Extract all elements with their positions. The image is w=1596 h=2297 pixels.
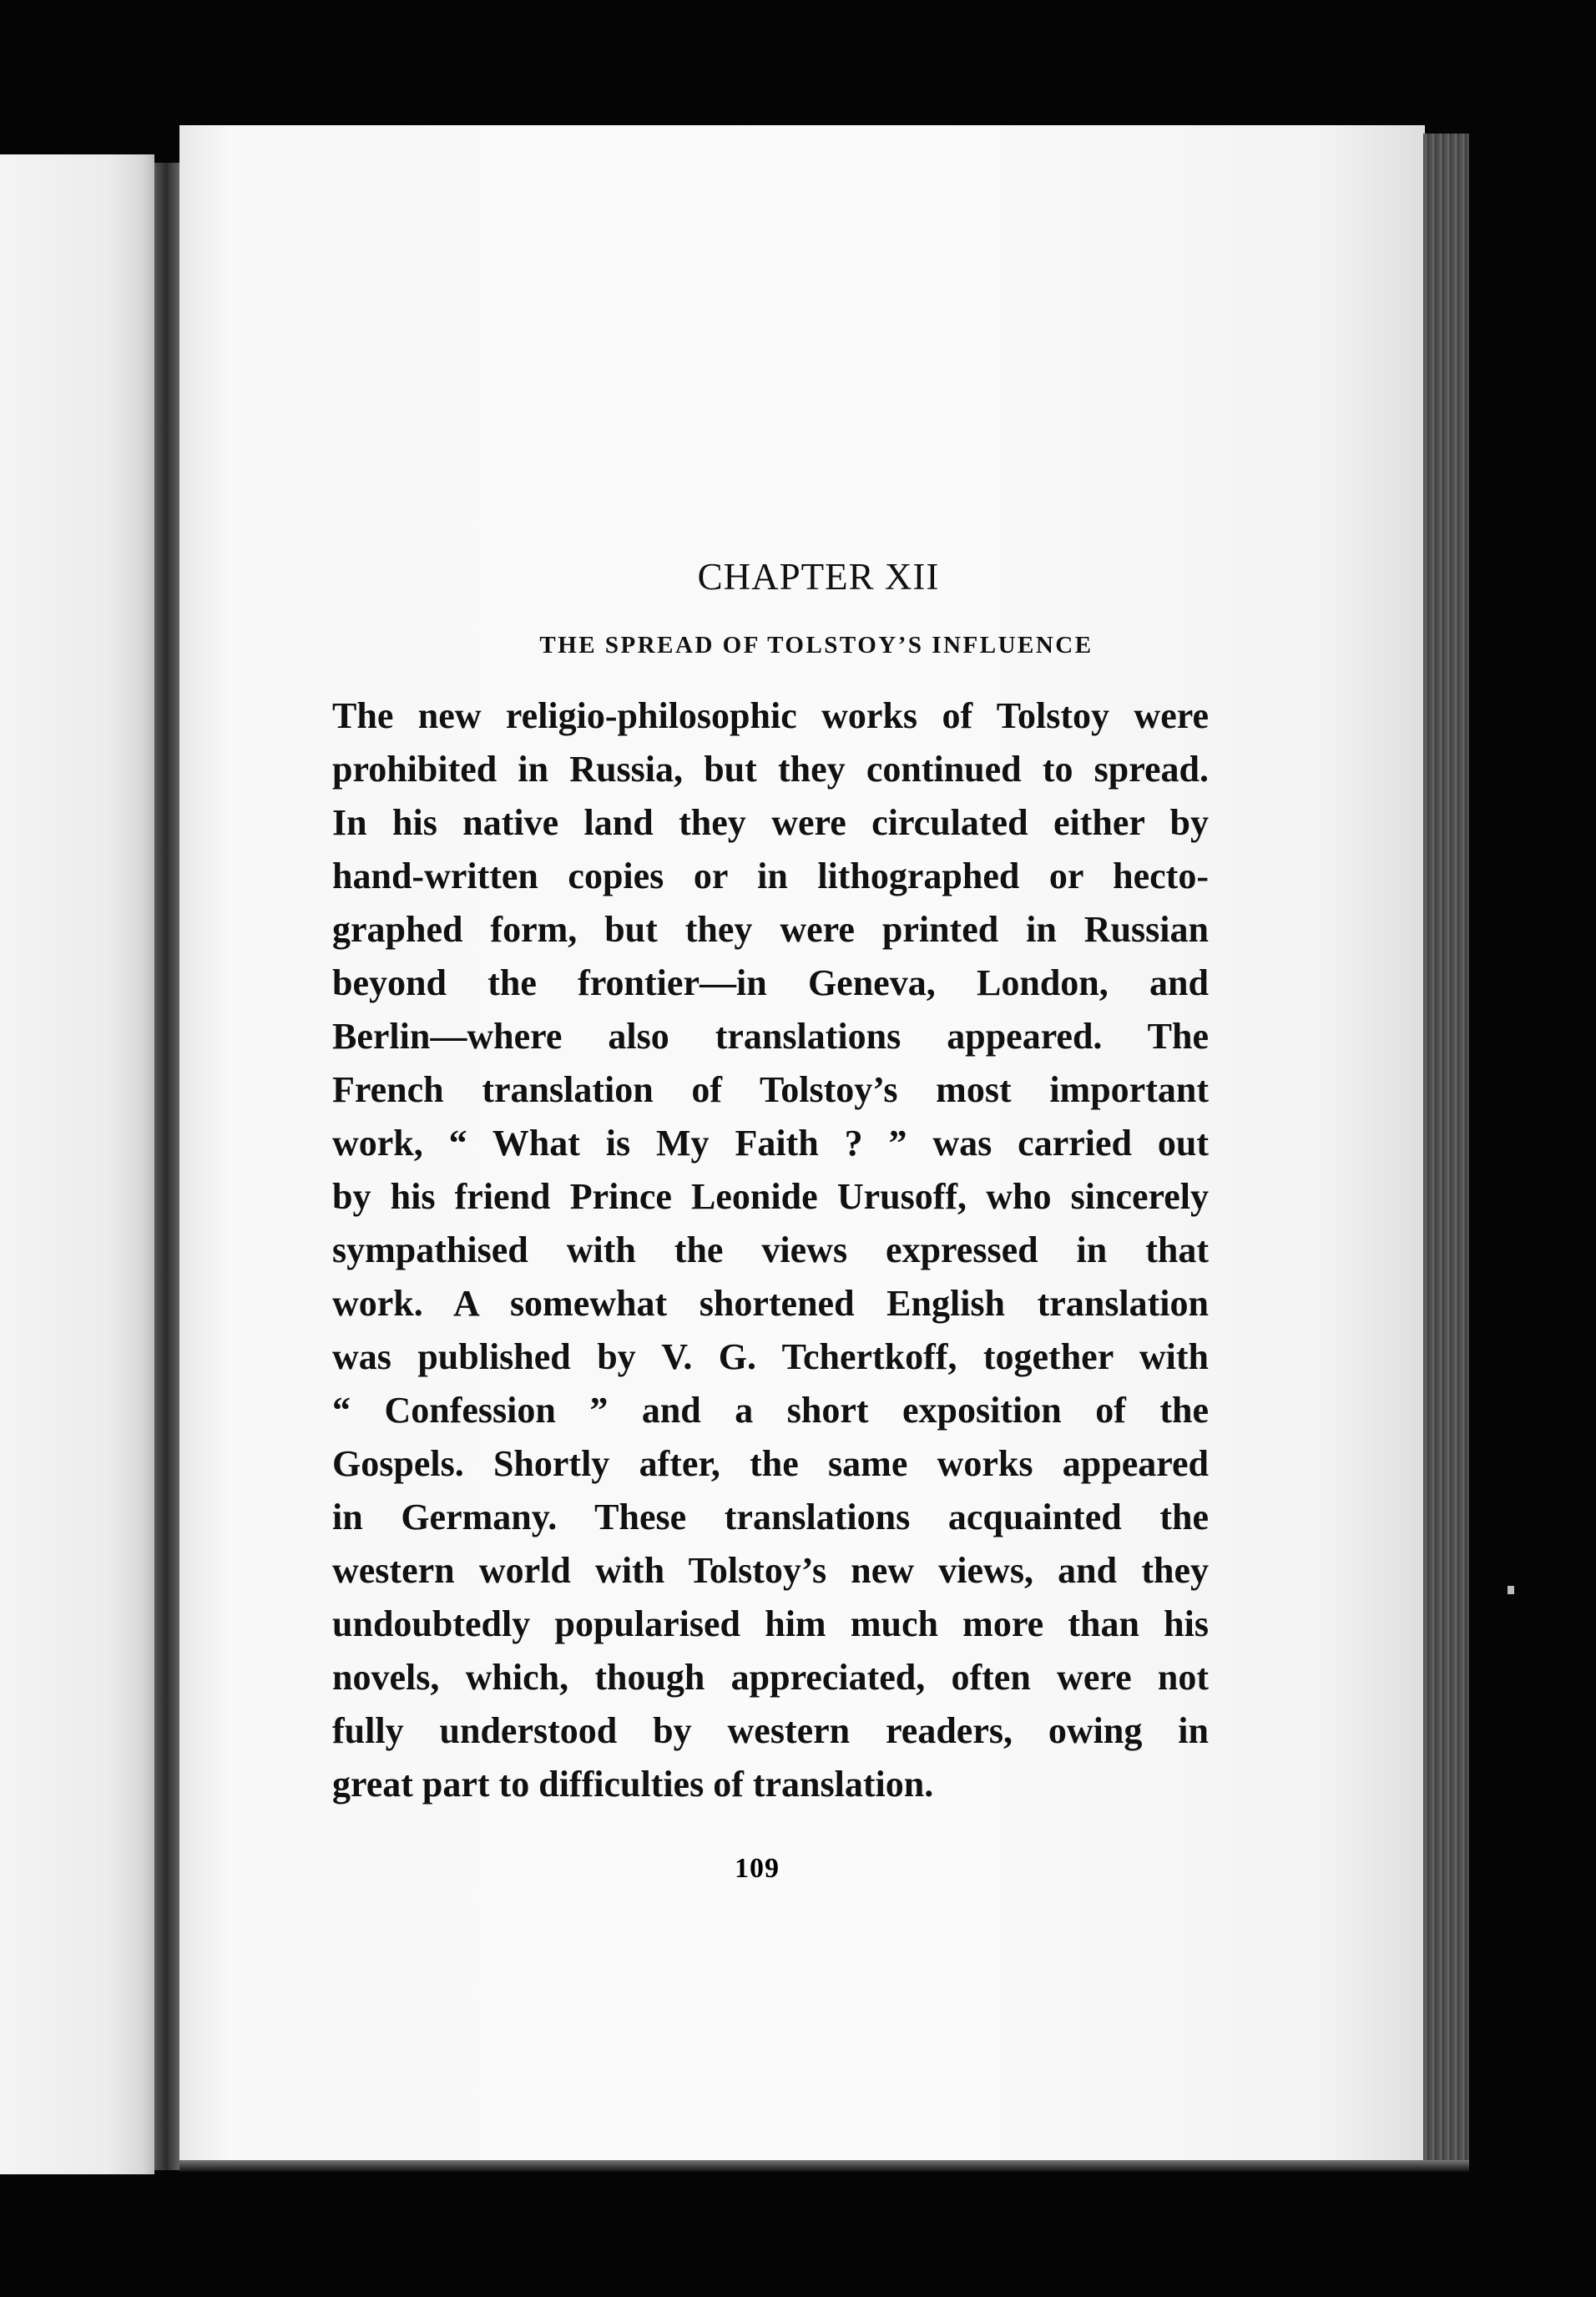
body-text-line: French translation of Tolstoy’s most important — [332, 1069, 1209, 1110]
body-text-line: work, “ What is My Faith ? ” was carried out — [332, 1123, 1209, 1164]
dust-speck — [1508, 1586, 1514, 1594]
book-gutter — [154, 163, 181, 2170]
body-text-line: fully understood by western readers, owing in — [332, 1710, 1209, 1751]
body-text-line: graphed form, but they were printed in Russian — [332, 909, 1209, 950]
body-text-line: novels, which, though appreciated, often were not — [332, 1657, 1209, 1698]
page-block-edge — [1423, 134, 1469, 2170]
body-text-line: In his native land they were circulated either by — [332, 802, 1209, 843]
chapter-body-text — [332, 689, 1209, 1811]
previous-page-edge — [0, 154, 154, 2174]
body-text-line: great part to difficulties of translation. — [332, 1764, 934, 1805]
body-text-line: by his friend Prince Leonide Urusoff, who sincerely — [332, 1176, 1209, 1217]
body-text-line: western world with Tolstoy’s new views, and they — [332, 1550, 1209, 1591]
body-text-line: Gospels. Shortly after, the same works appeared — [332, 1443, 1209, 1484]
chapter-subtitle: THE SPREAD OF TOLSTOY’S INFLUENCE — [539, 632, 1093, 659]
page-content — [332, 555, 1209, 1811]
body-text-line: “ Confession ” and a short exposition of the — [332, 1390, 1209, 1431]
body-text-line: beyond the frontier—in Geneva, London, and — [332, 962, 1209, 1003]
body-text-line: undoubtedly popularised him much more than his — [332, 1603, 1209, 1644]
chapter-title: CHAPTER XII — [697, 556, 940, 598]
page-number: 109 — [735, 1853, 780, 1884]
body-text-line: The new religio-philosophic works of Tolstoy were — [332, 695, 1209, 736]
body-text-line: sympathised with the views expressed in that — [332, 1229, 1209, 1270]
body-text-line: Berlin—where also translations appeared. The — [332, 1016, 1209, 1057]
body-text-line: work. A somewhat shortened English translation — [332, 1283, 1209, 1324]
body-text-line: hand-written copies or in lithographed or hecto- — [332, 856, 1209, 896]
body-text-line: was published by V. G. Tchertkoff, together with — [332, 1336, 1209, 1377]
body-text-line: prohibited in Russia, but they continued to spread. — [332, 749, 1209, 790]
page-bottom-shadow — [179, 2160, 1469, 2172]
body-text-line: in Germany. These translations acquainted the — [332, 1497, 1209, 1537]
